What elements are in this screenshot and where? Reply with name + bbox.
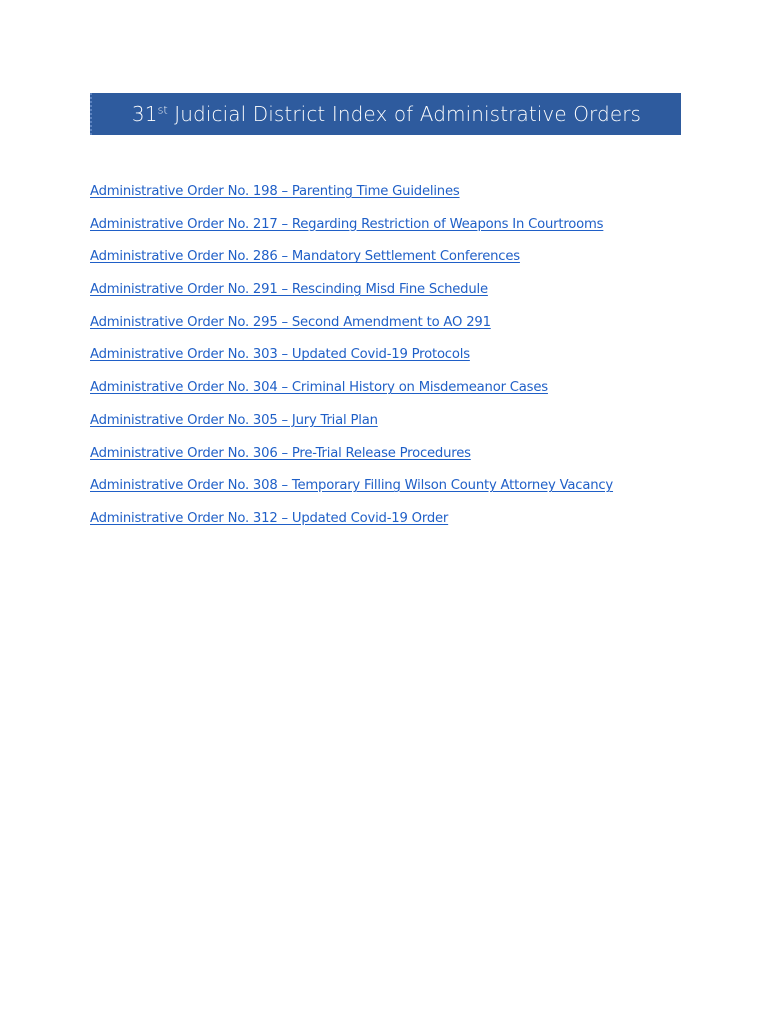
order-link-217[interactable]: Administrative Order No. 217 – Regarding Restriction of Weapons In Courtrooms [90, 216, 604, 232]
page-title [132, 102, 641, 126]
list-item [90, 243, 730, 276]
list-item [90, 472, 730, 505]
list-item [90, 341, 730, 374]
order-link-306[interactable]: Administrative Order No. 306 – Pre-Trial Release Procedures [90, 445, 471, 461]
list-item [90, 374, 730, 407]
list-item [90, 211, 730, 244]
list-item [90, 407, 730, 440]
list-item [90, 440, 730, 473]
order-link-305[interactable]: Administrative Order No. 305 – Jury Trial Plan [90, 412, 378, 428]
title-ordinal-suffix: st [157, 103, 168, 117]
order-link-304[interactable]: Administrative Order No. 304 – Criminal History on Misdemeanor Cases [90, 380, 548, 396]
list-item [90, 178, 730, 211]
administrative-order-list [90, 178, 730, 538]
order-link-198[interactable]: Administrative Order No. 198 – Parenting Time Guidelines [90, 184, 460, 199]
title-banner [90, 93, 681, 135]
order-link-303[interactable]: Administrative Order No. 303 – Updated Covid-19 Protocols [90, 347, 470, 363]
order-link-291[interactable]: Administrative Order No. 291 – Rescinding Misd Fine Schedule [90, 282, 488, 298]
list-item [90, 276, 730, 309]
order-link-312[interactable]: Administrative Order No. 312 – Updated Covid-19 Order [90, 510, 449, 526]
list-item [90, 505, 730, 538]
order-link-308[interactable]: Administrative Order No. 308 – Temporary Filling Wilson County Attorney Vacancy [90, 478, 614, 494]
order-link-286[interactable]: Administrative Order No. 286 – Mandatory Settlement Conferences [90, 249, 520, 265]
list-item [90, 309, 730, 342]
order-link-295[interactable]: Administrative Order No. 295 – Second Amendment to AO 291 [90, 314, 491, 330]
title-text-rest: Judicial District Index of Administrative Orders [167, 102, 642, 126]
title-number: 31 [131, 102, 158, 126]
